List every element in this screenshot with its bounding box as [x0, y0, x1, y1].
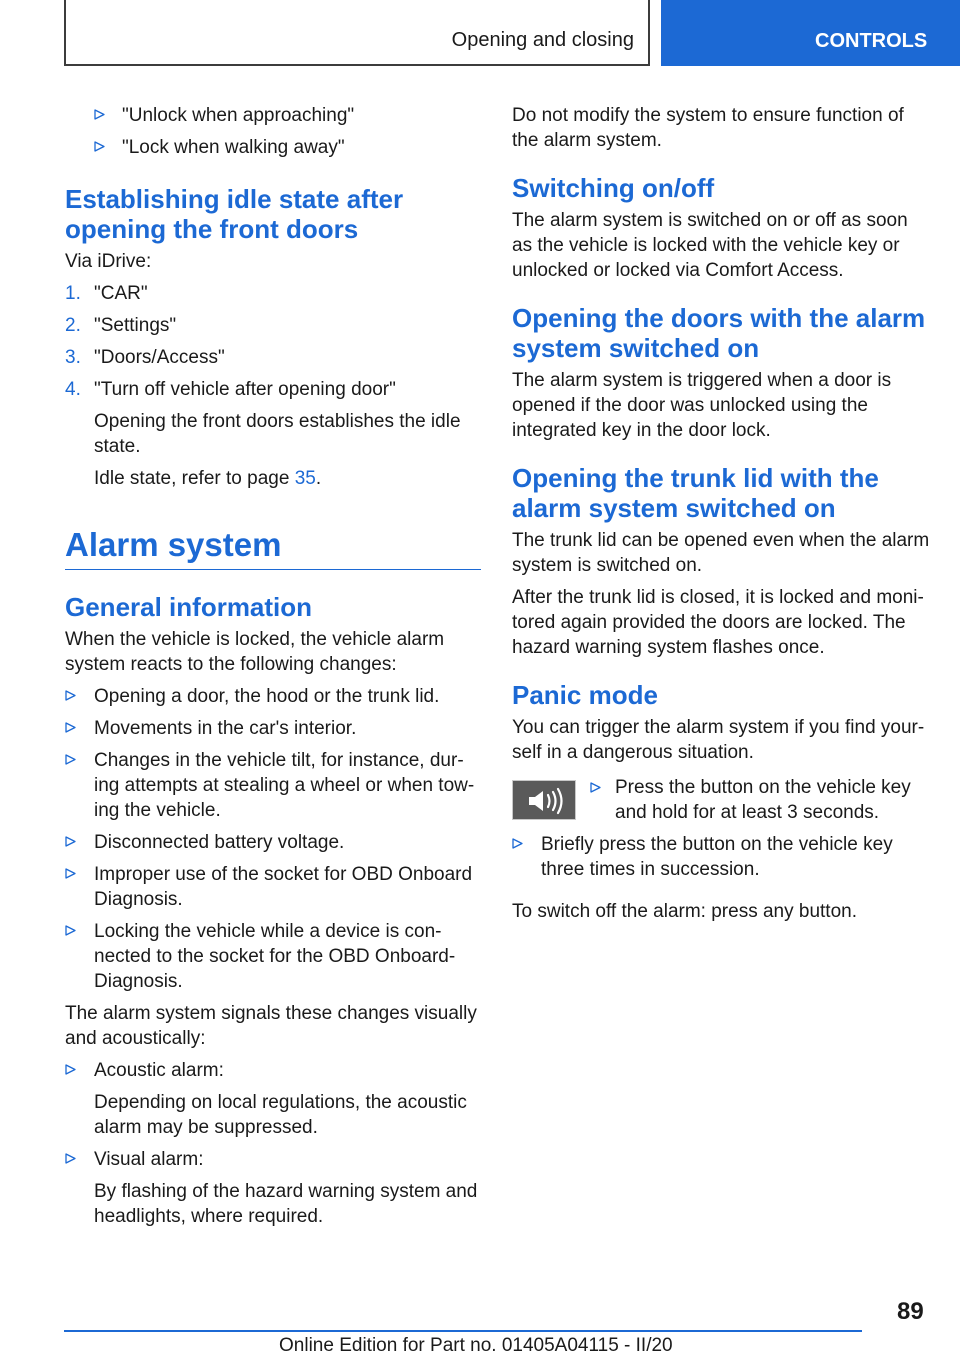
triangle-bullet-icon: [94, 109, 105, 120]
right-column: [512, 103, 932, 931]
idle-state-heading: Establishing idle state after opening the front doors: [65, 184, 404, 244]
general-information-text: When the vehicle is locked, the vehicle alarm system reacts to the following changes:: [65, 629, 445, 675]
header-section-title: Opening and closing: [451, 29, 634, 51]
triangle-bullet-icon: [512, 838, 523, 849]
panic-mode-text: You can trigger the alarm system if you find yourself in a dangerous situation.: [512, 717, 925, 763]
triangle-bullet-icon: [94, 141, 105, 152]
trunk-alarm-text-2: After the trunk lid is closed, it is locked and monitored again provided the doors are locked. The hazard warning system flashes once.: [512, 587, 924, 658]
list-item: Movements in the car's interior.: [65, 716, 481, 741]
general-information-heading: General information: [65, 592, 313, 622]
triangle-bullet-icon: [65, 722, 76, 733]
list-item: 4. "Turn off vehicle after opening door" Opening the front doors establishes the idle state. Idle state, refer to page 35.: [65, 377, 481, 491]
list-item: Locking the vehicle while a device is connected to the socket for the OBD Onboard-Diagnosis.: [65, 919, 481, 994]
list-item: Improper use of the socket for OBD Onboard Diagnosis.: [65, 862, 481, 912]
list-item: Briefly press the button on the vehicle key three times in succession.: [512, 832, 932, 882]
via-idrive-text: Via iDrive:: [65, 251, 152, 272]
panic-button-instruction: [512, 775, 932, 825]
alarm-changes-list: [65, 684, 481, 994]
list-item: "Unlock when approaching": [65, 103, 481, 128]
idrive-steps-list: [65, 281, 481, 491]
trunk-alarm-text-1: The trunk lid can be opened even when the alarm system is switched on.: [512, 530, 930, 576]
panic-bullets-list: [512, 832, 932, 882]
modify-warning-text: Do not modify the system to ensure function of the alarm system.: [512, 105, 904, 151]
list-item: 2. "Settings": [65, 315, 177, 336]
triangle-bullet-icon: [65, 754, 76, 765]
doors-alarm-heading: Opening the doors with the alarm system switched on: [512, 303, 926, 363]
switching-text: The alarm system is switched on or off as soon as the vehicle is locked with the vehicle key or unlocked or locked via Comfort Access.: [512, 210, 908, 281]
intro-bullet-list: [65, 103, 481, 160]
triangle-bullet-icon: [590, 782, 601, 793]
panic-bullet-1: Press the button on the vehicle key and hold for at least 3 seconds.: [615, 777, 911, 823]
triangle-bullet-icon: [65, 1153, 76, 1164]
triangle-bullet-icon: [65, 690, 76, 701]
page-number: 89: [897, 1298, 924, 1325]
doors-alarm-text: The alarm system is triggered when a door is opened if the door was unlocked using the integrated key in the door lock.: [512, 370, 892, 441]
list-item: Changes in the vehicle tilt, for instance, during attempts at stealing a wheel or when towing the vehicle.: [65, 748, 481, 823]
alarm-system-heading: Alarm system: [65, 525, 481, 570]
switching-heading: Switching on/off: [512, 173, 715, 203]
trunk-alarm-heading: Opening the trunk lid with the alarm system switched on: [512, 463, 879, 523]
triangle-bullet-icon: [65, 925, 76, 936]
header-chapter-tab: [661, 0, 960, 66]
list-item: "Lock when walking away": [65, 135, 481, 160]
panic-mode-heading: Panic mode: [512, 680, 658, 710]
speaker-sound-icon: [513, 781, 577, 821]
list-item: Acoustic alarm: Depending on local regulations, the acoustic alarm may be suppressed.: [65, 1058, 481, 1140]
step4-note: Opening the front doors establishes the idle state.: [94, 411, 461, 457]
list-item: 1. "CAR": [65, 283, 148, 304]
footer-edition: Online Edition for Part no. 01405A04115 - II/20: [279, 1335, 673, 1356]
triangle-bullet-icon: [65, 1064, 76, 1075]
triangle-bullet-icon: [65, 868, 76, 879]
page-reference-link[interactable]: 35: [294, 468, 316, 489]
footer-rule: [64, 1330, 862, 1332]
alarm-types-list: [65, 1058, 481, 1229]
triangle-bullet-icon: [65, 836, 76, 847]
list-item: 3. "Doors/Access": [65, 347, 225, 368]
left-column: [65, 103, 481, 1236]
header-section-box: [64, 0, 650, 66]
list-item: Opening a door, the hood or the trunk lid.: [65, 684, 481, 709]
signals-text: The alarm system signals these changes visually and acoustically:: [65, 1003, 477, 1049]
list-item: Disconnected battery voltage.: [65, 830, 481, 855]
list-item: Visual alarm: By flashing of the hazard warning system and headlights, where required.: [65, 1147, 481, 1229]
step4-reference: Idle state, refer to page 35.: [94, 468, 322, 489]
header-chapter-label: CONTROLS: [815, 30, 928, 52]
panic-button-image: [512, 780, 576, 820]
switch-off-alarm-text: To switch off the alarm: press any button.: [512, 901, 857, 922]
